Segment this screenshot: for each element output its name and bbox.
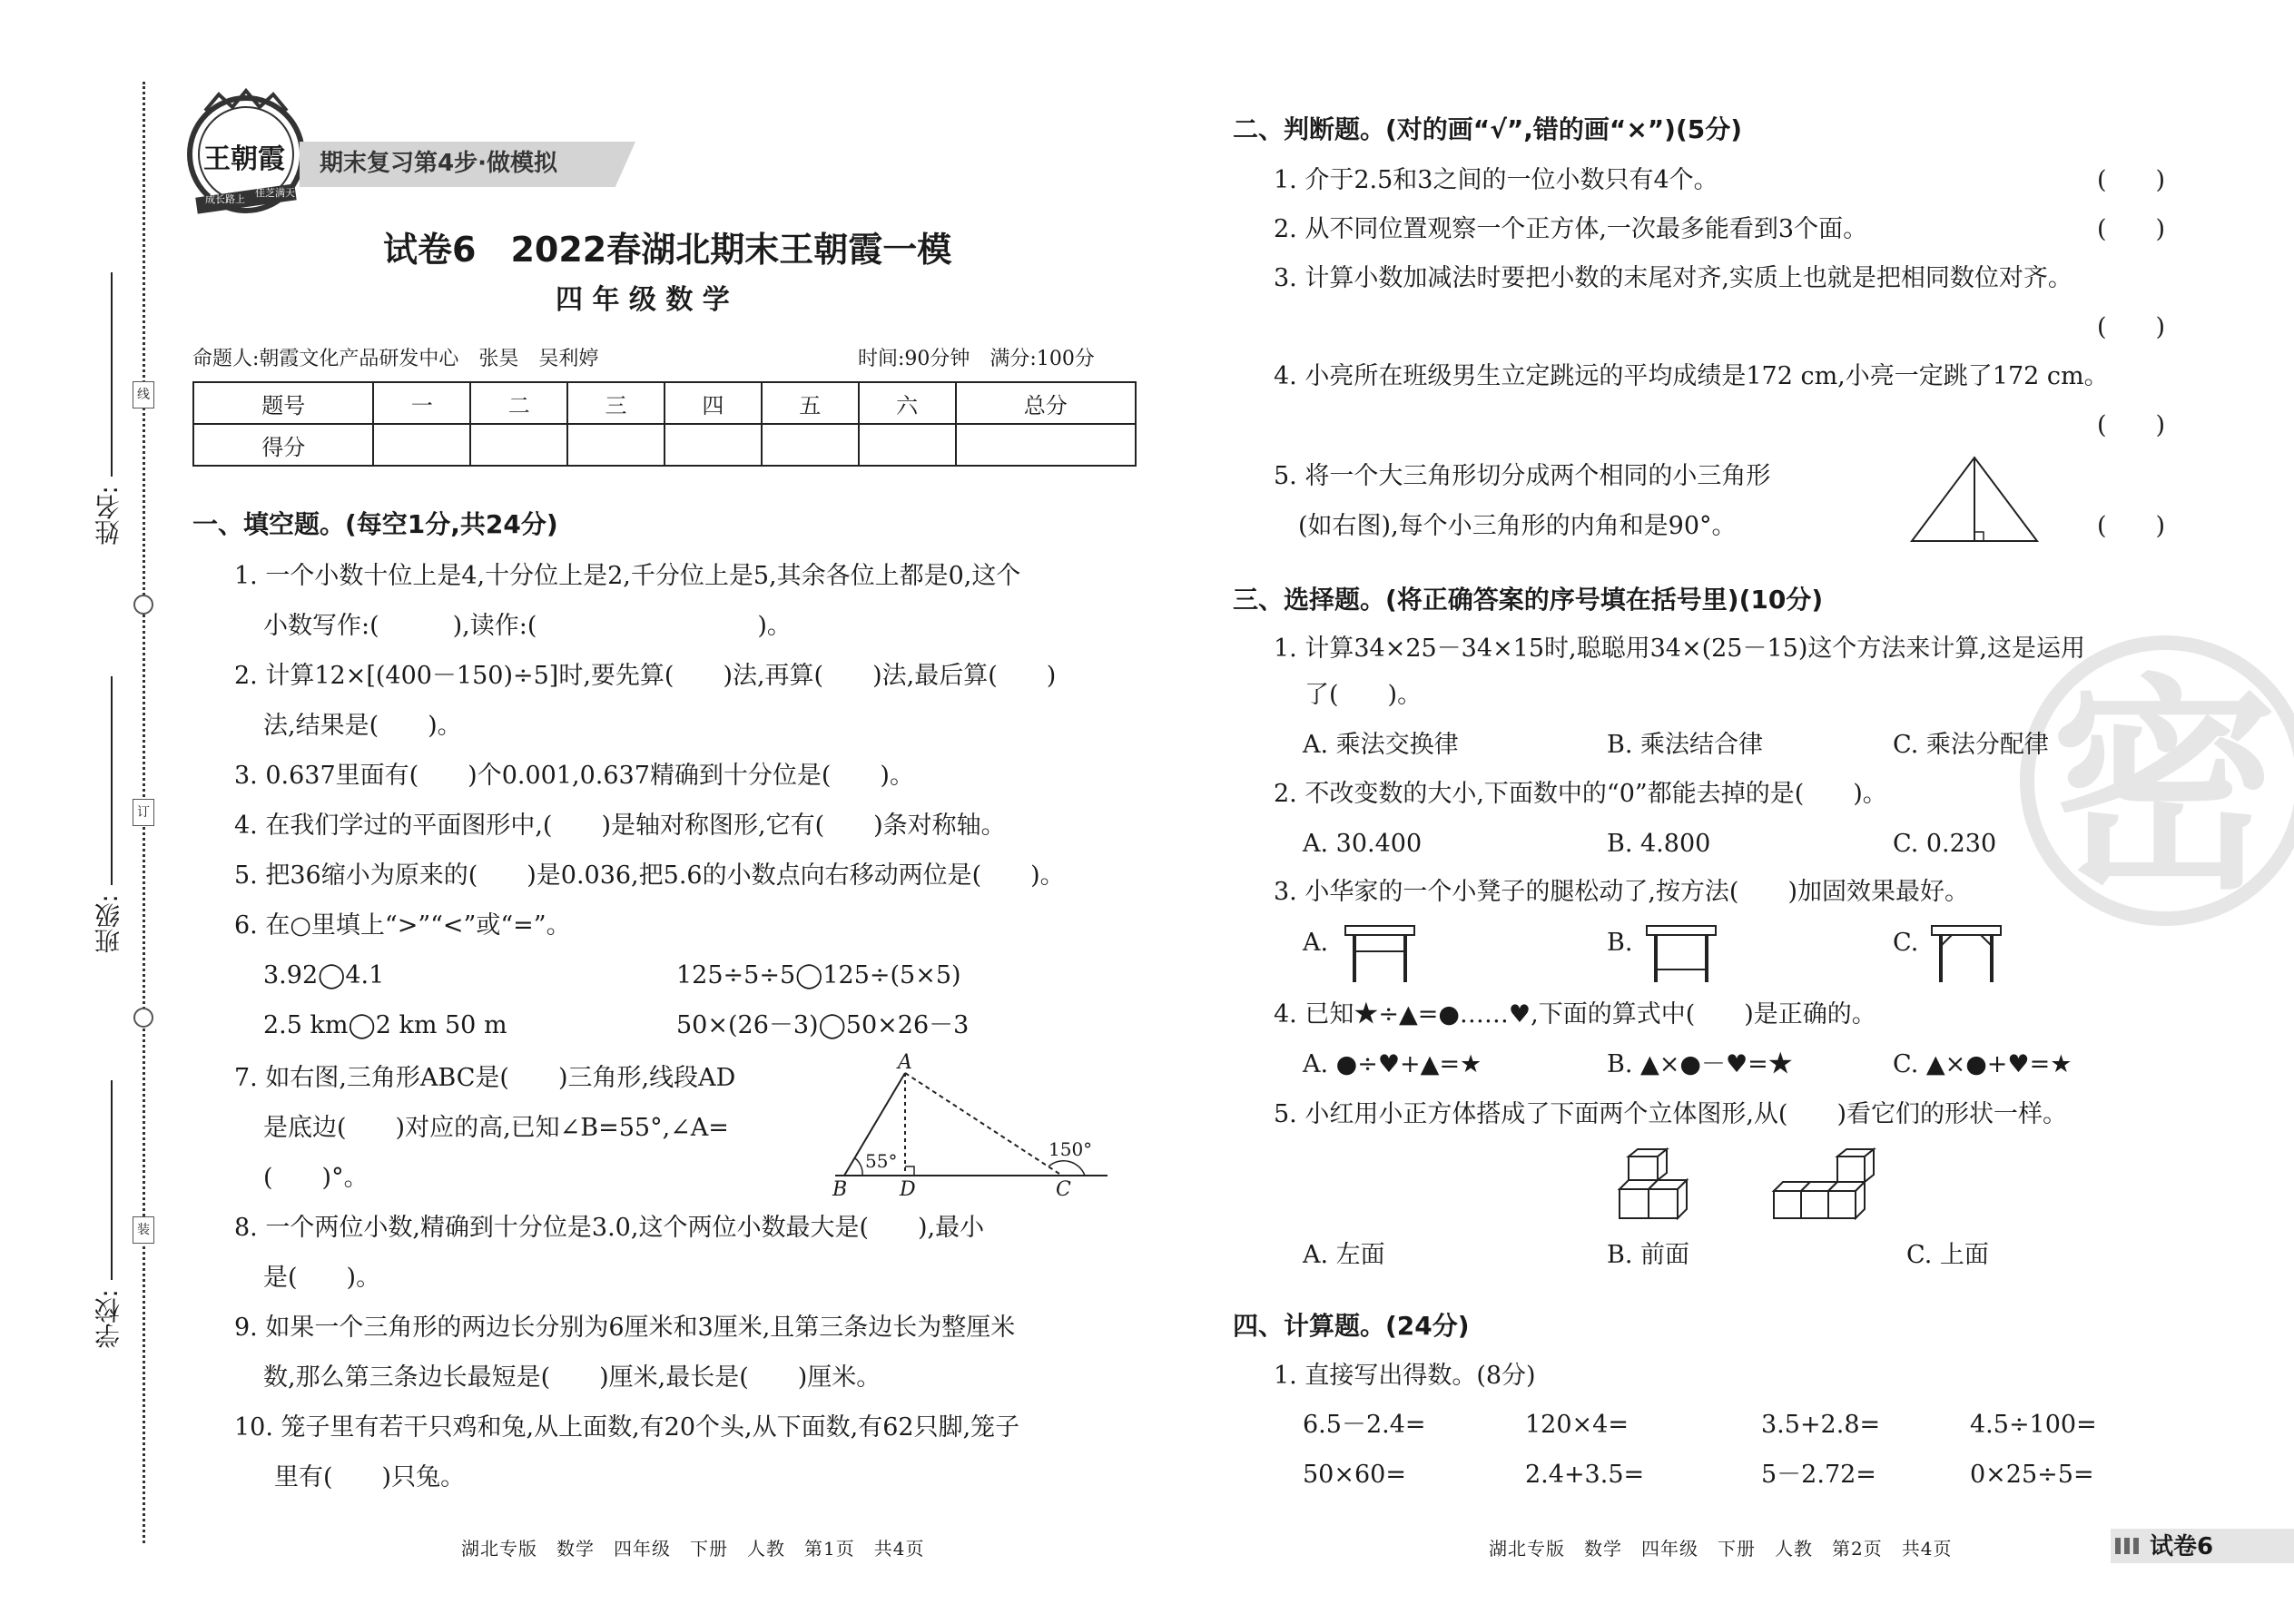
stool-c-icon [1930, 924, 2003, 988]
section1-heading: 一、填空题。(每空1分,共24分) [192, 509, 558, 539]
question: 5. 将一个大三角形切分成两个相同的小三角形 [1274, 462, 1771, 490]
score-header-cell: 题号 [193, 382, 373, 424]
option[interactable]: A. 30.400 [1303, 830, 1423, 858]
watermark-glyph: 密 [2051, 655, 2278, 920]
question: 4. 已知★÷▲=●……♥,下面的算式中( )是正确的。 [1274, 1000, 1876, 1029]
question: 1. 计算34×25－34×15时,聪聪用34×(25－15)这个方法来计算,这是运用 [1274, 635, 2085, 663]
calc-item: 4.5÷100= [1970, 1411, 2097, 1439]
brand-logo [178, 84, 314, 220]
question: 1. 介于2.5和3之间的一位小数只有4个。 [1274, 166, 1718, 194]
option[interactable]: B. 4.800 [1607, 830, 1711, 858]
vertex-a-label: A [898, 1051, 912, 1074]
cube-stack-figure-2 [1770, 1146, 1897, 1225]
answer-paren[interactable]: ( ) [2097, 215, 2166, 243]
question: 6. 在○里填上“>”“<”或“=”。 [234, 911, 571, 940]
score-header-cell: 一 [373, 382, 470, 424]
school-label: 学校: [94, 1289, 123, 1349]
question: 9. 如果一个三角形的两边长分别为6厘米和3厘米,且第三条边长为整厘米 [234, 1314, 1016, 1342]
question: 里有( )只兔。 [274, 1463, 466, 1491]
question: 4. 在我们学过的平面图形中,( )是轴对称图形,它有( )条对称轴。 [234, 812, 1006, 840]
score-cell[interactable] [567, 424, 665, 466]
brand-motto-left: 成长路上 [205, 193, 245, 205]
name-underline [111, 272, 113, 477]
school-underline [111, 1080, 113, 1280]
answer-paren[interactable]: ( ) [2097, 166, 2166, 194]
calc-item: 3.5+2.8= [1761, 1411, 1881, 1439]
section4-heading: 四、计算题。(24分) [1233, 1311, 1470, 1341]
score-cell[interactable] [859, 424, 956, 466]
answer-paren[interactable]: ( ) [2097, 411, 2166, 439]
answer-paren[interactable]: ( ) [2097, 313, 2166, 341]
score-header-cell: 四 [665, 382, 762, 424]
compare-item: 50×(26－3)◯50×26－3 [676, 1011, 970, 1039]
score-header-cell: 三 [567, 382, 665, 424]
score-cell[interactable] [956, 424, 1137, 466]
compare-item: 3.92◯4.1 [263, 961, 385, 989]
option[interactable]: C. [1893, 929, 1919, 957]
section2-heading: 二、判断题。(对的画“√”,错的画“×”)(5分) [1233, 114, 1743, 144]
calc-item: 5－2.72= [1761, 1461, 1876, 1489]
question: 4. 小亮所在班级男生立定跳远的平均成绩是172 cm,小亮一定跳了172 cm。 [1274, 362, 2109, 390]
binding-hole [133, 1008, 153, 1028]
score-cell[interactable] [470, 424, 567, 466]
question: 2. 不改变数的大小,下面数中的“0”都能去掉的是( )。 [1274, 780, 1887, 808]
calc-item: 2.4+3.5= [1525, 1461, 1645, 1489]
split-triangle-figure [1906, 454, 2043, 546]
authors: 命题人:朝霞文化产品研发中心 张昊 吴利婷 [192, 348, 599, 370]
question: 10. 笼子里有若干只鸡和兔,从上面数,有20个头,从下面数,有62只脚,笼子 [234, 1413, 1020, 1442]
stool-b-icon [1645, 924, 1718, 988]
score-cell[interactable] [373, 424, 470, 466]
question: ( )°。 [263, 1164, 369, 1192]
binding-mark-bind: 装 [133, 1216, 154, 1244]
question: 3. 计算小数加减法时要把小数的末尾对齐,实质上也就是把相同数位对齐。 [1274, 264, 2072, 292]
vertex-d-label: D [900, 1178, 916, 1201]
paper-tag-label: 试卷6 [2150, 1533, 2214, 1560]
angle-b-label: 55° [865, 1150, 898, 1172]
question: 7. 如右图,三角形ABC是( )三角形,线段AD [234, 1064, 736, 1092]
question: 8. 一个两位小数,精确到十分位是3.0,这个两位小数最大是( ),最小 [234, 1214, 985, 1242]
question: 2. 从不同位置观察一个正方体,一次最多能看到3个面。 [1274, 215, 1868, 243]
answer-paren[interactable]: ( ) [2097, 512, 2166, 540]
score-table [192, 381, 1137, 467]
option[interactable]: A. 左面 [1303, 1241, 1385, 1269]
class-underline [111, 676, 113, 885]
score-cell[interactable] [665, 424, 762, 466]
question: 1. 一个小数十位上是4,十分位上是2,千分位上是5,其余各位上都是0,这个 [234, 562, 1021, 590]
binding-mark-line: 线 [133, 381, 154, 408]
option[interactable]: B. ▲×●－♥=★ [1607, 1050, 1793, 1078]
stool-a-icon [1344, 924, 1416, 988]
page-subtitle: 四 年 级 数 学 [556, 284, 730, 316]
option[interactable]: A. ●÷♥+▲=★ [1303, 1050, 1482, 1078]
question: 3. 小华家的一个小凳子的腿松动了,按方法( )加固效果最好。 [1274, 878, 1969, 906]
cube-stack-figure-1 [1616, 1146, 1716, 1225]
calc-item: 120×4= [1525, 1411, 1629, 1439]
question: 是( )。 [263, 1264, 381, 1292]
brand-motto-right: 佳芝满天 [255, 187, 295, 199]
option[interactable]: C. 乘法分配律 [1893, 731, 2049, 759]
question: 5. 把36缩小为原来的( )是0.036,把5.6的小数点向右移动两位是( )。 [234, 861, 1065, 890]
question: 是底边( )对应的高,已知∠B=55°,∠A= [263, 1114, 729, 1142]
question: 数,那么第三条边长最短是( )厘米,最长是( )厘米。 [263, 1363, 881, 1392]
option[interactable]: B. 前面 [1607, 1241, 1690, 1269]
tag-dots [2115, 1538, 2142, 1554]
brand-name: 王朝霞 [203, 143, 285, 175]
score-header-cell: 二 [470, 382, 567, 424]
question: 小数写作:( ),读作:( )。 [263, 612, 792, 640]
score-row-label: 得分 [193, 424, 373, 466]
option[interactable]: B. [1607, 929, 1633, 957]
score-header-cell: 五 [762, 382, 859, 424]
page-title: 试卷6 2022春湖北期末王朝霞一模 [383, 230, 952, 270]
question: 法,结果是( )。 [263, 712, 462, 740]
vertex-b-label: B [832, 1178, 848, 1201]
option[interactable]: C. ▲×●+♥=★ [1893, 1050, 2072, 1078]
calc-item: 6.5－2.4= [1303, 1411, 1426, 1439]
name-label: 姓名: [94, 486, 123, 546]
question: 2. 计算12×[(400－150)÷5]时,要先算( )法,再算( )法,最后算( ) [234, 662, 1057, 690]
calc-item: 0×25÷5= [1970, 1461, 2094, 1489]
score-header-cell: 总分 [956, 382, 1137, 424]
compare-item: 2.5 km◯2 km 50 m [263, 1011, 507, 1039]
calc-item: 50×60= [1303, 1461, 1406, 1489]
score-cell[interactable] [762, 424, 859, 466]
compare-item: 125÷5÷5◯125÷(5×5) [676, 961, 961, 989]
option[interactable]: C. 上面 [1906, 1241, 1989, 1269]
time-score: 时间:90分钟 满分:100分 [858, 348, 1095, 370]
class-label: 班级: [94, 894, 123, 954]
question: (如右图),每个小三角形的内角和是90°。 [1298, 512, 1737, 540]
footer-left: 湖北专版 数学 四年级 下册 人教 第1页 共4页 [461, 1538, 925, 1560]
question: 5. 小红用小正方体搭成了下面两个立体图形,从( )看它们的形状一样。 [1274, 1100, 2067, 1128]
binding-hole [133, 595, 153, 615]
exterior-angle-label: 150° [1049, 1138, 1093, 1160]
question: 了( )。 [1305, 681, 1423, 709]
section3-heading: 三、选择题。(将正确答案的序号填在括号里)(10分) [1233, 585, 1824, 615]
option[interactable]: B. 乘法结合律 [1607, 731, 1764, 759]
stage-banner-text: 期末复习第4步·做模拟 [320, 150, 557, 177]
option[interactable]: C. 0.230 [1893, 830, 1997, 858]
question: 1. 直接写出得数。(8分) [1274, 1362, 1536, 1390]
option[interactable]: A. [1303, 929, 1329, 957]
option[interactable]: A. 乘法交换律 [1303, 731, 1459, 759]
binding-mark-order: 订 [133, 799, 154, 826]
score-header-cell: 六 [859, 382, 956, 424]
question: 3. 0.637里面有( )个0.001,0.637精确到十分位是( )。 [234, 762, 914, 790]
triangle-abc-figure [831, 1051, 1112, 1201]
secret-watermark [2020, 635, 2294, 926]
vertex-c-label: C [1056, 1178, 1071, 1201]
footer-right: 湖北专版 数学 四年级 下册 人教 第2页 共4页 [1489, 1538, 1953, 1560]
